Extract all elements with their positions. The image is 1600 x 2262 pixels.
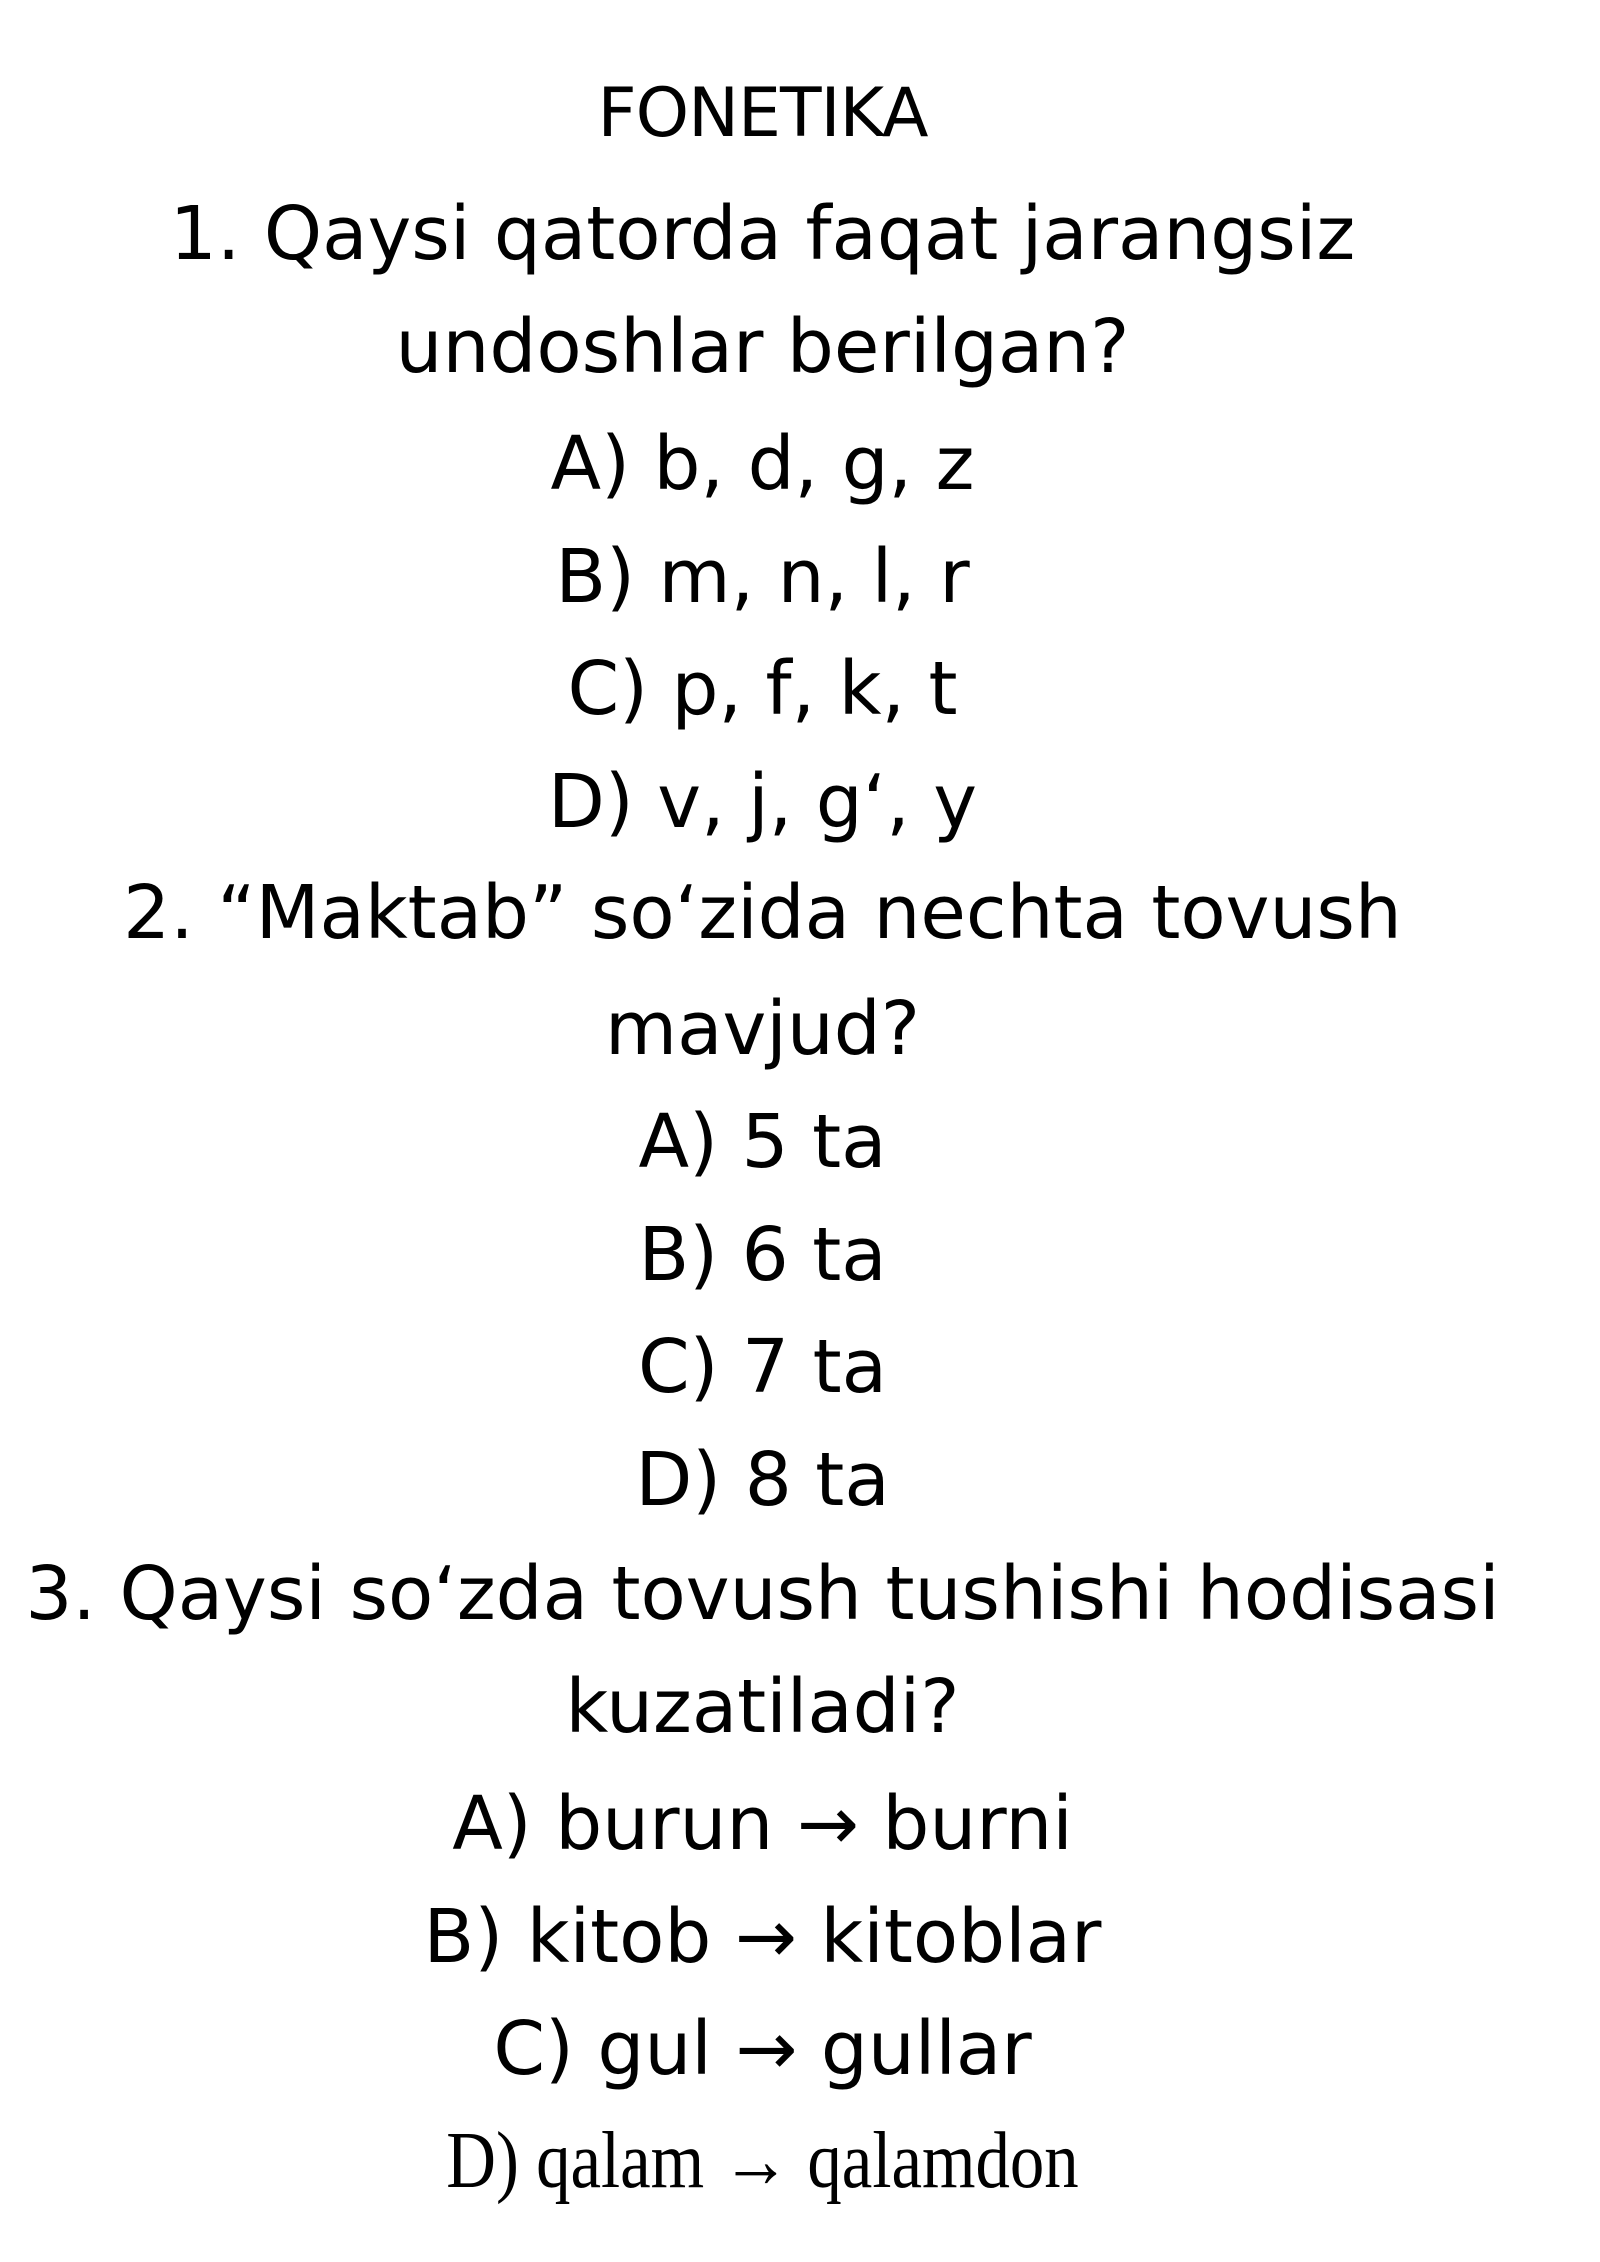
question-1-text-line-1: 1. Qaysi qatorda faqat jarangsiz [169, 191, 1356, 277]
question-2-option-a: A) 5 ta [638, 1099, 887, 1185]
question-1-text-line-2: undoshlar berilgan? [395, 304, 1130, 390]
question-2-option-c: C) 7 ta [637, 1324, 888, 1410]
question-3-option-b: B) kitob → kitoblar [423, 1894, 1102, 1980]
question-1-option-c: C) p, f, k, t [567, 646, 958, 732]
question-2-text-line-1: 2. “Maktab” so‘zida nechta tovush [123, 870, 1402, 956]
question-3-option-a: A) burun → burni [452, 1781, 1073, 1867]
question-2-option-d: D) 8 ta [635, 1437, 890, 1523]
page-title: FONETIKA [597, 74, 928, 153]
question-3-text-line-2: kuzatiladi? [565, 1664, 960, 1750]
question-1-option-b: B) m, n, l, r [555, 534, 970, 620]
question-1-option-d: D) v, j, g‘, y [547, 759, 978, 845]
question-2-option-b: B) 6 ta [638, 1212, 887, 1298]
question-3-option-d: D) qalam → qalamdon [446, 2117, 1079, 2205]
question-3-text-line-1: 3. Qaysi so‘zda tovush tushishi hodisasi [25, 1551, 1500, 1637]
question-3-option-c: C) gul → gullar [493, 2006, 1032, 2092]
question-2-text-line-2: mavjud? [605, 986, 920, 1072]
question-1-option-a: A) b, d, g, z [550, 421, 975, 507]
